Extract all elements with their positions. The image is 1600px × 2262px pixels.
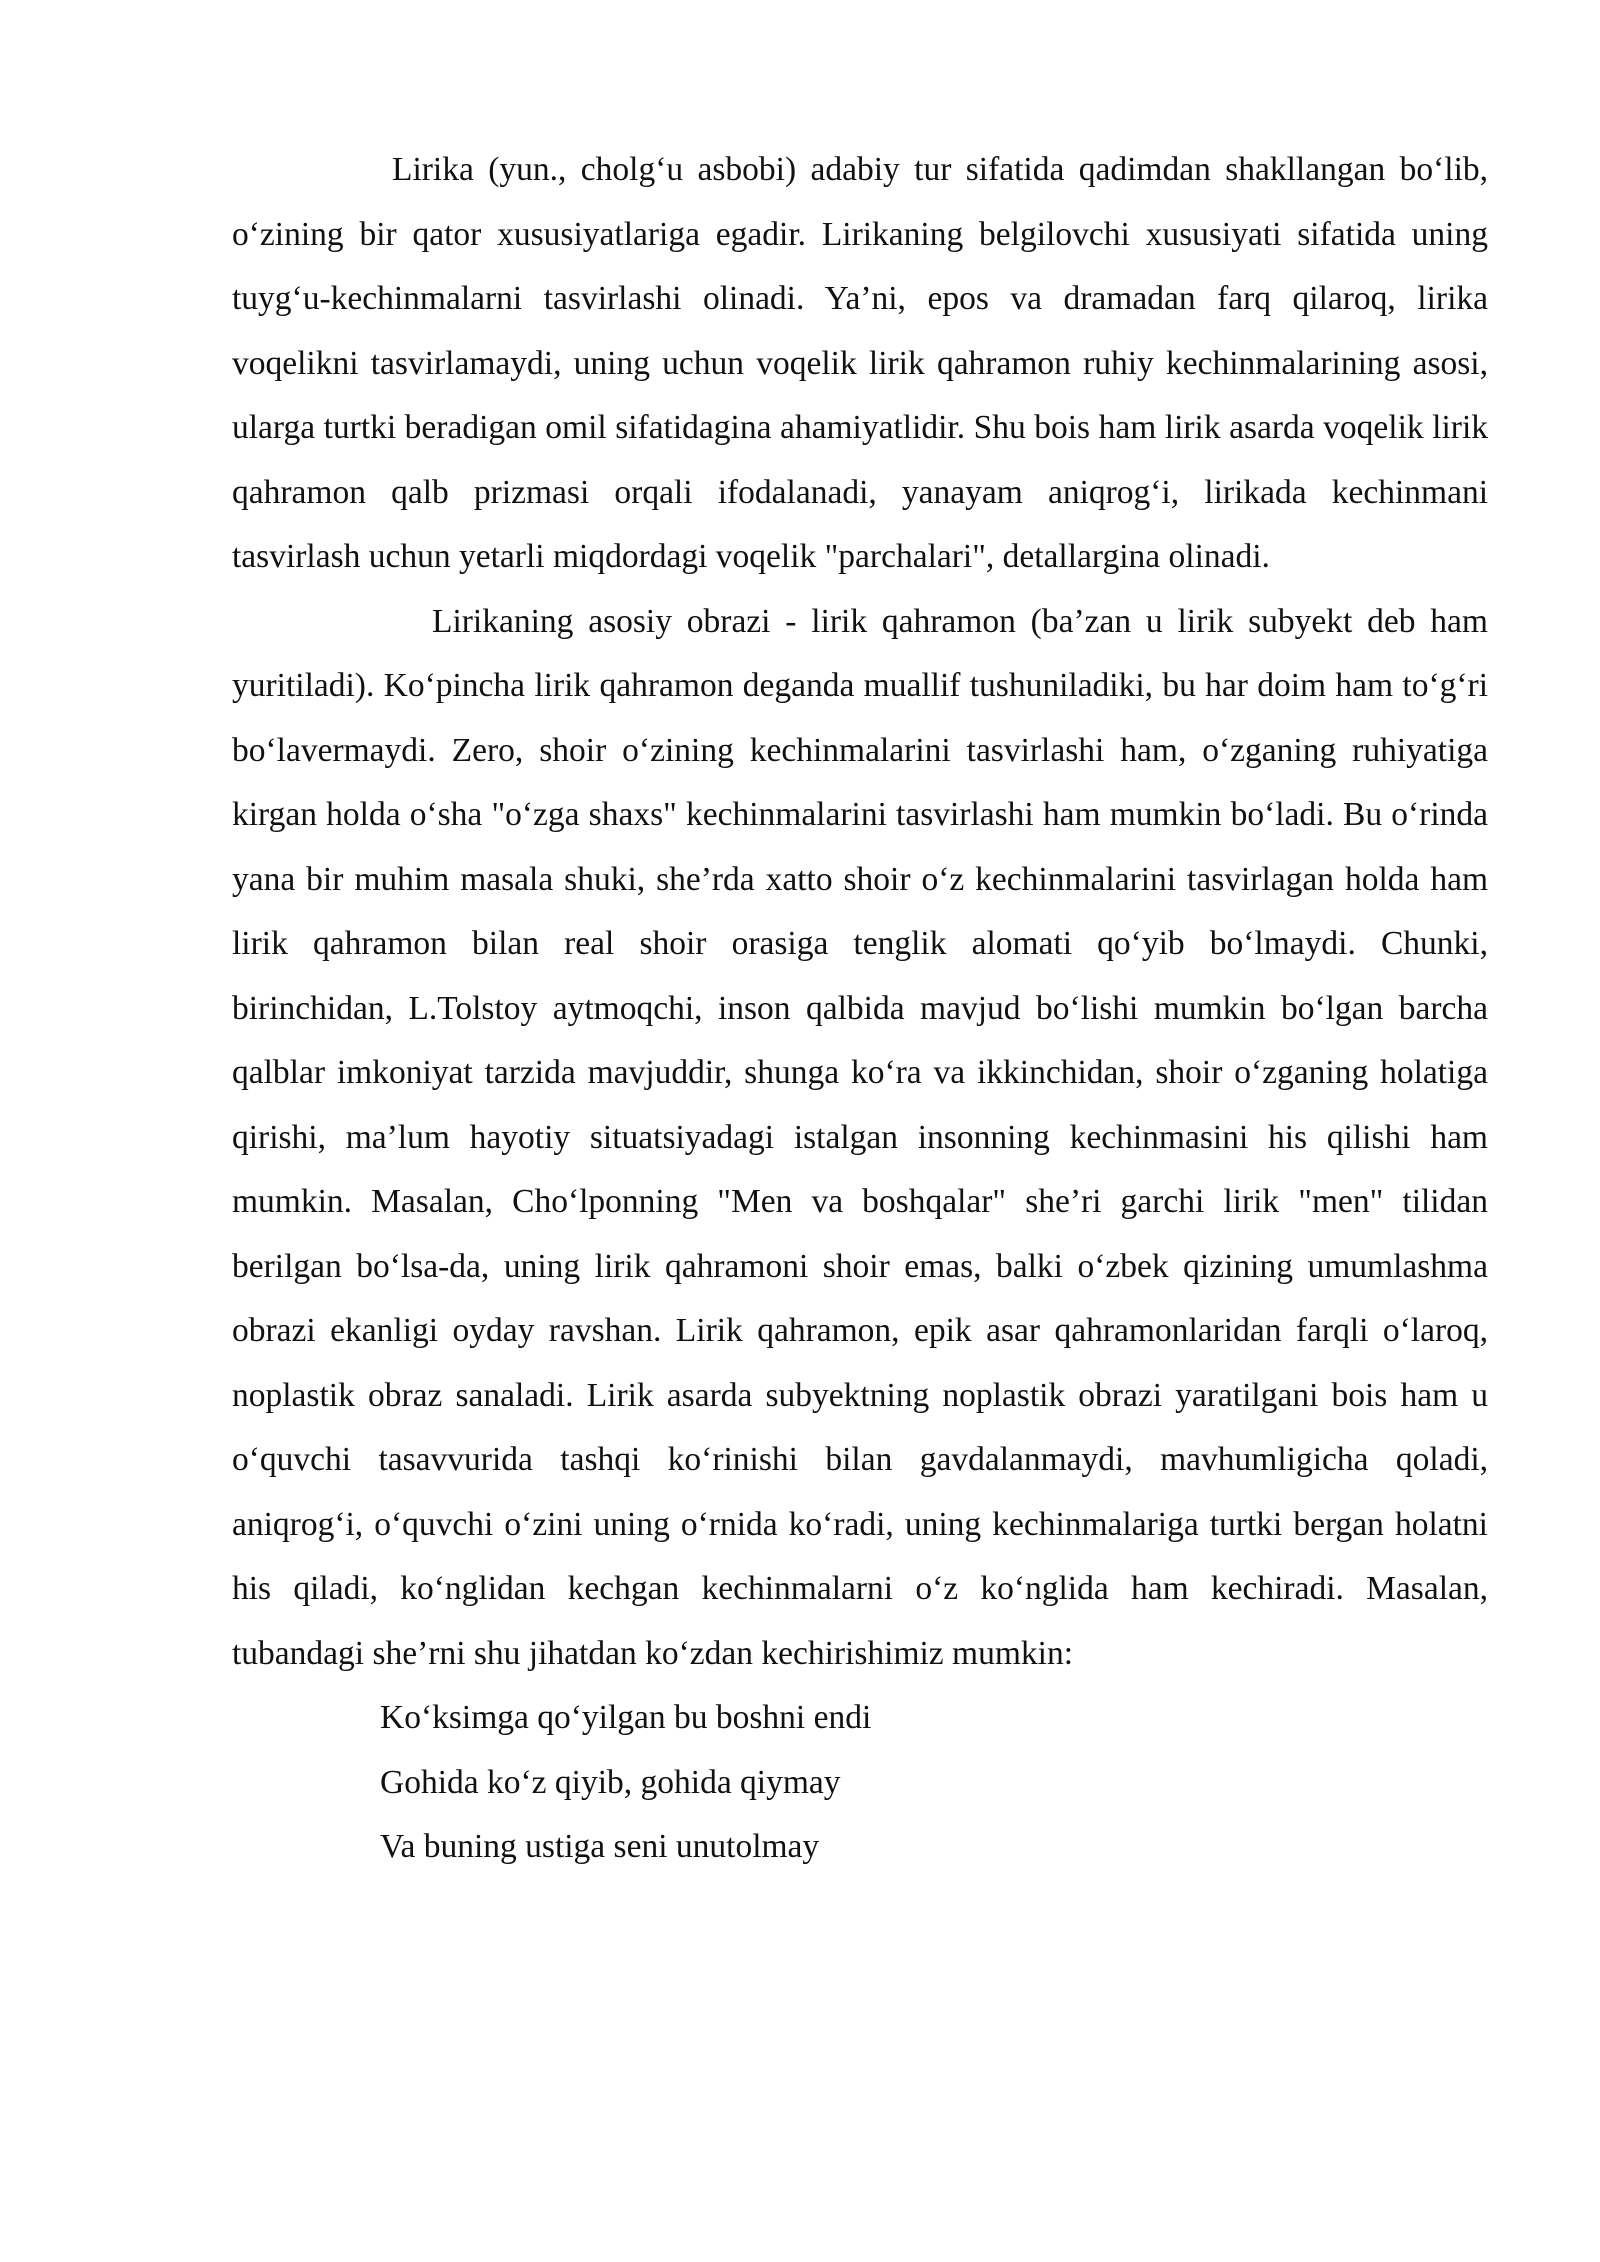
poem-line-1: Ko‘ksimga qo‘yilgan bu boshni endi <box>380 1699 872 1736</box>
poem-line-3: Va buning ustiga seni unutolmay <box>380 1828 820 1865</box>
document-body <box>232 138 1488 1880</box>
paragraph-lirik-qahramon: Lirikaning asosiy obrazi - lirik qahramon (ba’zan u lirik subyekt deb ham yuritiladi). Ko‘pincha lirik qahramon deganda muallif tushuniladiki, bu har doim ham to‘g‘ri bo‘lavermaydi. Zero, shoir o‘zining kechinmalarini tasvirlashi ham, o‘zganing ruhiyatiga kirgan holda o‘sha "o‘zga shaxs" kechinmalarini tasvirlashi ham mumkin bo‘ladi. Bu o‘rinda yana bir muhim masala shuki, she’rda xatto shoir o‘z kechinmalarini tasvirlagan holda ham lirik qahramon bilan real shoir orasiga tenglik alomati qo‘yib bo‘lmaydi. Chunki, birinchidan, L.Tolstoy aytmoqchi, inson qalbida mavjud bo‘lishi mumkin bo‘lgan barcha qalblar imkoniyat tarzida mavjuddir, shunga ko‘ra va ikkinchidan, shoir o‘zganing holatiga qirishi, ma’lum hayotiy situatsiyadagi istalgan insonning kechinmasini his qilishi ham mumkin. Masalan, Cho‘lponning "Men va boshqalar" she’ri garchi lirik "men" tilidan berilgan bo‘lsa-da, uning lirik qahramoni shoir emas, balki o‘zbek qizining umumlashma obrazi ekanligi oyday ravshan. Lirik qahramon, epik asar qahramonlaridan farqli o‘laroq, noplastik obraz sanaladi. Lirik asarda subyektning noplastik obrazi yaratilgani bois ham u o‘quvchi tasavvurida tashqi ko‘rinishi bilan gavdalanmaydi, mavhumligicha qoladi, aniqrog‘i, o‘quvchi o‘zini uning o‘rnida ko‘radi, uning kechinmalariga turtki bergan holatni his qiladi, ko‘nglidan kechgan kechinmalarni o‘z ko‘nglida ham kechiradi. Masalan, tubandagi she’rni shu jihatdan ko‘zdan kechirishimiz mumkin: <box>232 602 1488 1672</box>
paragraph-lirika-definition: Lirika (yun., cholg‘u asbobi) adabiy tur sifatida qadimdan shakllangan bo‘lib, o‘zining bir qator xususiyatlariga egadir. Lirikaning belgilovchi xususiyati sifatida uning tuyg‘u-kechinmalarni tasvirlashi olinadi. Ya’ni, epos va dramadan farq qilaroq, lirika voqelikni tasvirlamaydi, uning uchun voqelik lirik qahramon ruhiy kechinmalarining asosi, ularga turtki beradigan omil sifatidagina ahamiyatlidir. Shu bois ham lirik asarda voqelik lirik qahramon qalb prizmasi orqali ifodalanadi, yanayam aniqrog‘i, lirikada kechinmani tasvirlash uchun yetarli miqdordagi voqelik "parchalari", detallargina olinadi. <box>232 151 1488 575</box>
poem-line-2: Gohida ko‘z qiyib, gohida qiymay <box>380 1763 841 1801</box>
poem-excerpt <box>232 1686 1488 1880</box>
